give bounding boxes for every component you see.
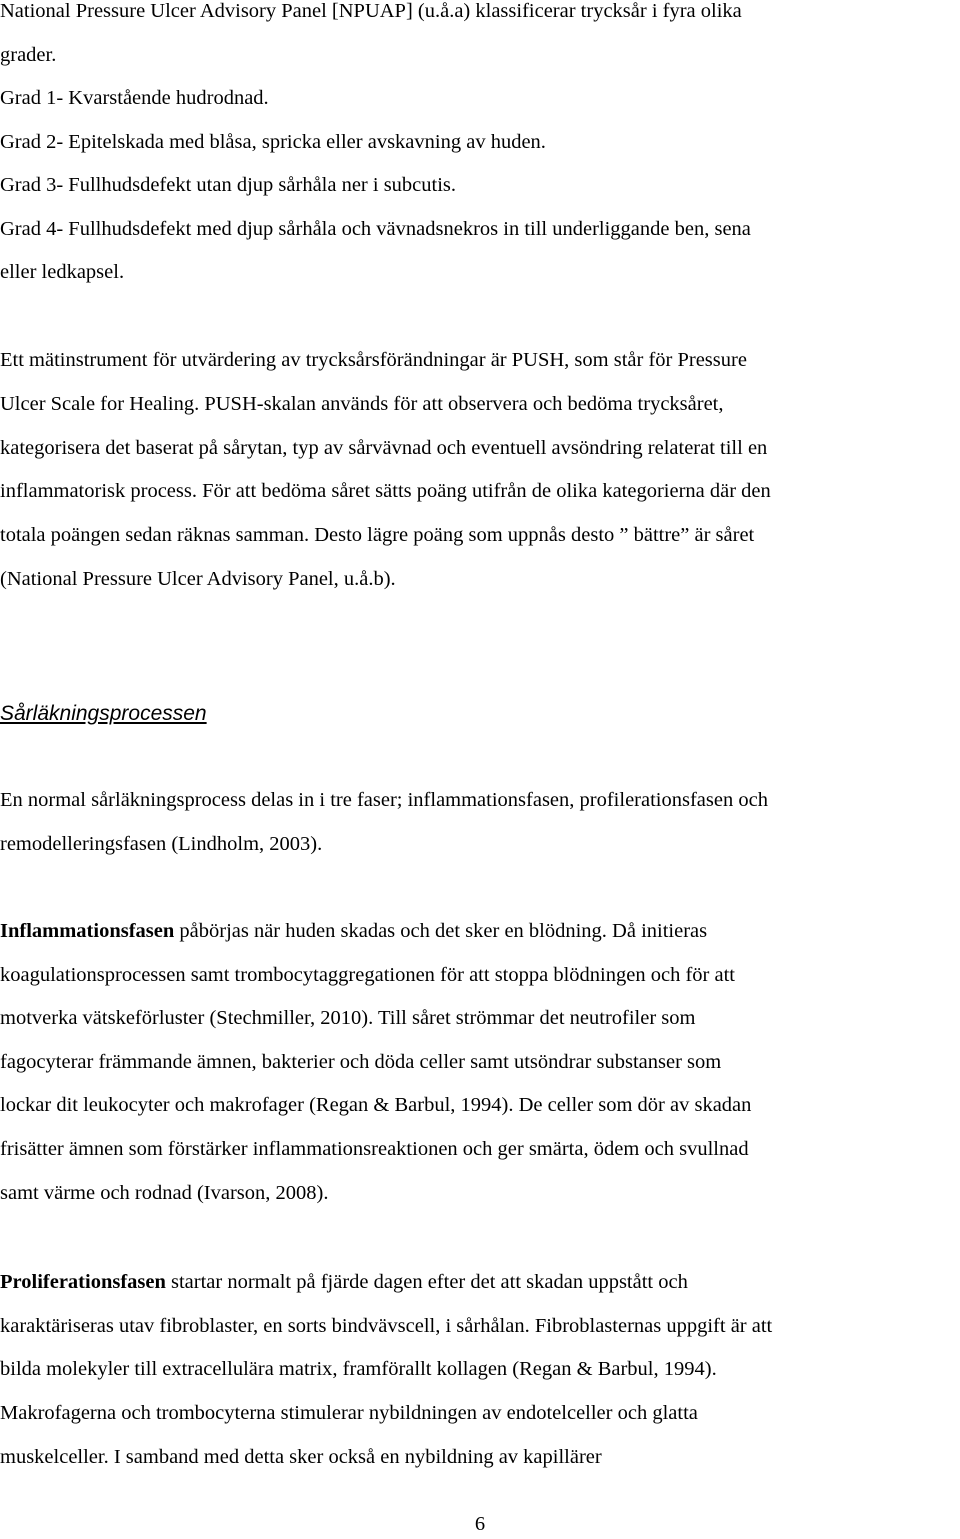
paragraph-line: muskelceller. I samband med detta sker också en nybildning av kapillärer [0, 1445, 602, 1468]
grade-2-line: Grad 2- Epitelskada med blåsa, spricka eller avskavning av huden. [0, 130, 546, 153]
paragraph-line: kategorisera det baserat på sårytan, typ av sårvävnad och eventuell avsöndring relaterat till en [0, 436, 768, 459]
proliferation-first-line: startar normalt på fjärde dagen efter det att skadan uppstått och [165, 1271, 688, 1293]
paragraph-line: totala poängen sedan räknas samman. Desto lägre poäng som uppnås desto ” bättre” är såret [0, 524, 755, 547]
page-number: 6 [474, 1513, 486, 1535]
paragraph-line: samt värme och rodnad (Ivarson, 2008). [0, 1181, 329, 1204]
grades-line: grader. [0, 43, 57, 66]
inflammation-term: Inflammationsfasen [0, 920, 175, 942]
proliferation-paragraph [0, 1261, 960, 1480]
paragraph-line: En normal sårläkningsprocess delas in i tre faser; inflammationsfasen, profilerationsfasen och [0, 789, 768, 811]
push-paragraph [0, 339, 960, 602]
proliferation-term: Proliferationsfasen [0, 1271, 166, 1293]
grade-3-line: Grad 3- Fullhudsdefekt utan djup sårhåla ner i subcutis. [0, 174, 457, 196]
paragraph-line [0, 1261, 960, 1305]
paragraph-line [0, 910, 960, 954]
section-intro-paragraph [0, 779, 960, 866]
grade-classification [0, 0, 960, 295]
paragraph-line: Ulcer Scale for Healing. PUSH-skalan används för att observera och bedöma trycksåret, [0, 392, 724, 415]
paragraph-line: bilda molekyler till extracellulära matrix, framförallt kollagen (Regan & Barbul, 1994). [0, 1358, 717, 1381]
paragraph-line: remodelleringsfasen (Lindholm, 2003). [0, 832, 323, 855]
grades-line: National Pressure Ulcer Advisory Panel [NPUAP] (u.å.a) klassificerar trycksår i fyra olika [0, 0, 742, 22]
paragraph-line: frisätter ämnen som förstärker inflammationsreaktionen och ger smärta, ödem och svullnad [0, 1137, 749, 1160]
paragraph-line: karaktäriseras utav fibroblaster, en sorts bindvävscell, i sårhålan. Fibroblasternas uppgift är att [0, 1314, 773, 1337]
paragraph-line: fagocyterar främmande ämnen, bakterier och döda celler samt utsöndrar substanser som [0, 1050, 722, 1073]
section-heading: Sårläkningsprocessen [0, 702, 207, 725]
paragraph-line: (National Pressure Ulcer Advisory Panel, u.å.b). [0, 567, 396, 590]
grade-1-line: Grad 1- Kvarstående hudrodnad. [0, 87, 269, 109]
inflammation-paragraph [0, 910, 960, 1215]
paragraph-line: koagulationsprocessen samt trombocytaggregationen för att stoppa blödningen och för att [0, 963, 735, 986]
paragraph-line: inflammatorisk process. För att bedöma såret sätts poäng utifrån de olika kategorierna där den [0, 480, 771, 503]
grade-4-line-continued: eller ledkapsel. [0, 261, 125, 283]
paragraph-line: lockar dit leukocyter och makrofager (Regan & Barbul, 1994). De celler som dör av skadan [0, 1094, 752, 1117]
paragraph-line: Makrofagerna och trombocyterna stimulerar nybildningen av endotelceller och glatta [0, 1402, 698, 1425]
paragraph-line: motverka vätskeförluster (Stechmiller, 2010). Till såret strömmar det neutrofiler som [0, 1007, 696, 1030]
inflammation-first-line: påbörjas när huden skadas och det sker en blödning. Då initieras [174, 920, 708, 942]
grade-4-line: Grad 4- Fullhudsdefekt med djup sårhåla och vävnadsnekros in till underliggande ben, sena [0, 217, 751, 240]
paragraph-line: Ett mätinstrument för utvärdering av trycksårsförändningar är PUSH, som står för Pressure [0, 349, 747, 371]
